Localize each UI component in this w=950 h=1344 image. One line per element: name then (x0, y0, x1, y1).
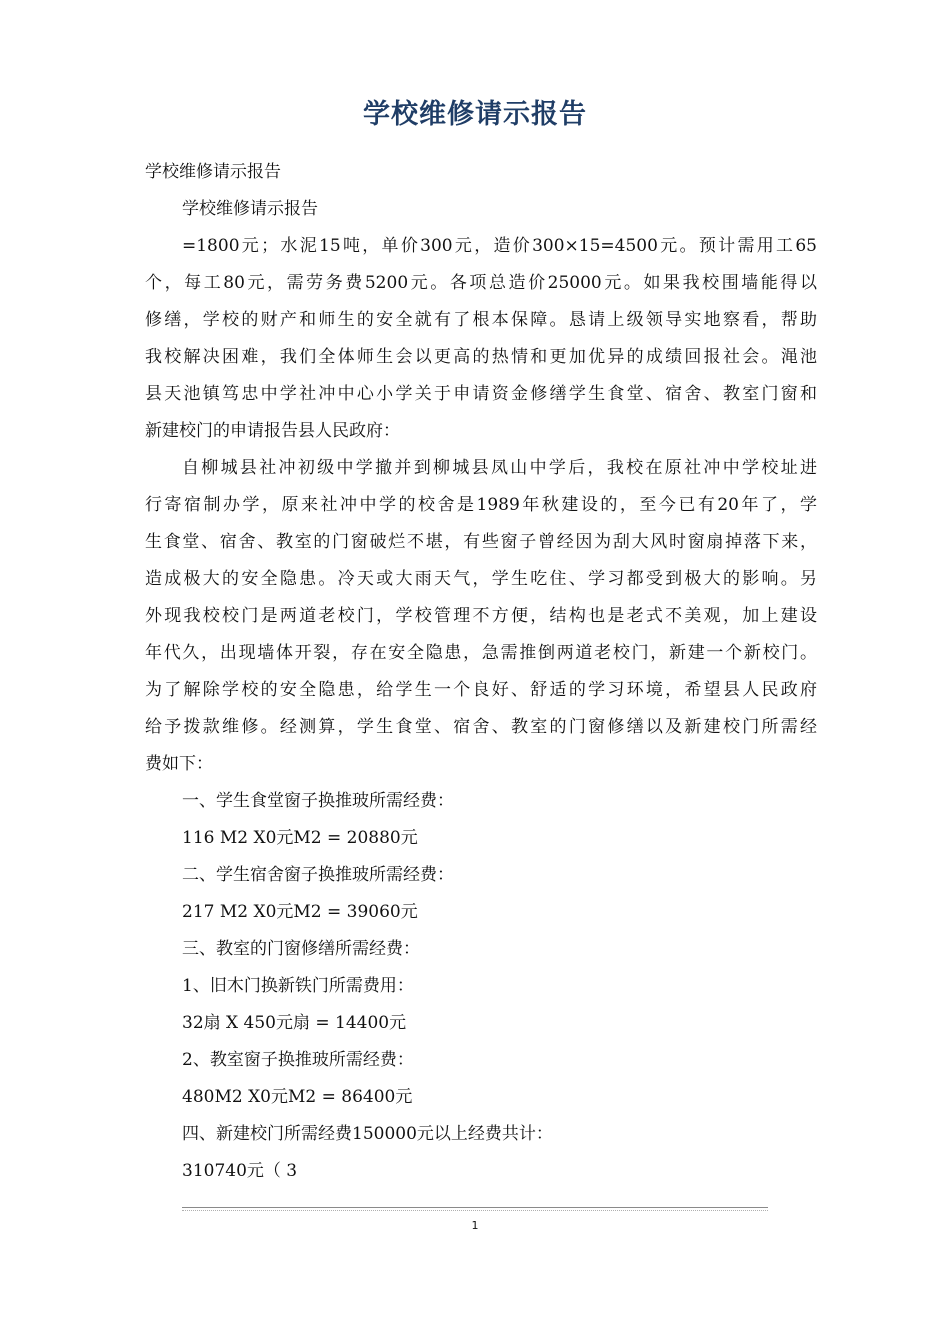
footer-divider-secondary (182, 1210, 768, 1211)
cost-subitem-heading: 2、教室窗子换推玻所需经费： (182, 1050, 414, 1070)
document-body (145, 154, 817, 1190)
cost-item-heading: 二、学生宿舍窗子换推玻所需经费： (182, 865, 454, 885)
cost-item-formula: 480M2 X0元M2 = 86400元 (182, 1087, 413, 1107)
body-line-subtitle: 学校维修请示报告 (145, 162, 281, 182)
paragraph-line: =1800元；水泥15吨，单价300元，造价300×15=4500元。预计需用工65 (182, 236, 817, 256)
cost-total-line: 310740元（ 3 (182, 1161, 298, 1181)
cost-item-heading: 四、新建校门所需经费150000元以上经费共计： (182, 1124, 553, 1144)
paragraph-line: 新建校门的申请报告县人民政府： (145, 421, 400, 441)
paragraph-line: 个，每工80元，需劳务费5200元。各项总造价25000元。如果我校围墙能得以 (145, 273, 817, 293)
cost-item-formula: 116 M2 X0元M2 = 20880元 (182, 828, 418, 848)
paragraph-line: 年代久，出现墙体开裂，存在安全隐患，急需推倒两道老校门，新建一个新校门。 (145, 643, 817, 663)
document-title: 学校维修请示报告 (363, 99, 587, 130)
paragraph-line: 造成极大的安全隐患。冷天或大雨天气，学生吃住、学习都受到极大的影响。另 (145, 569, 817, 589)
body-line-subtitle-indented: 学校维修请示报告 (182, 199, 318, 219)
paragraph-line: 自柳城县社冲初级中学撤并到柳城县凤山中学后，我校在原社冲中学校址进 (182, 458, 817, 478)
cost-subitem-heading: 1、旧木门换新铁门所需费用： (182, 976, 414, 996)
paragraph-line: 县天池镇笃忠中学社冲中心小学关于申请资金修缮学生食堂、宿舍、教室门窗和 (145, 384, 817, 404)
paragraph-line: 费如下： (145, 754, 213, 774)
footer-divider (182, 1207, 768, 1208)
paragraph-line: 外现我校校门是两道老校门，学校管理不方便，结构也是老式不美观，加上建设 (145, 606, 817, 626)
cost-item-heading: 一、学生食堂窗子换推玻所需经费： (182, 791, 454, 811)
paragraph-line: 为了解除学校的安全隐患，给学生一个良好、舒适的学习环境，希望县人民政府 (145, 680, 817, 700)
paragraph-line: 我校解决困难，我们全体师生会以更高的热情和更加优异的成绩回报社会。渑池 (145, 347, 817, 367)
paragraph-line: 修缮，学校的财产和师生的安全就有了根本保障。恳请上级领导实地察看，帮助 (145, 310, 817, 330)
page-number: 1 (471, 1219, 479, 1232)
cost-item-formula: 32扇 X 450元扇 = 14400元 (182, 1013, 407, 1033)
cost-item-formula: 217 M2 X0元M2 = 39060元 (182, 902, 418, 922)
cost-item-heading: 三、教室的门窗修缮所需经费： (182, 939, 420, 959)
paragraph-line: 行寄宿制办学，原来社冲中学的校舍是1989年秋建设的，至今已有20年了，学 (145, 495, 817, 515)
paragraph-line: 生食堂、宿舍、教室的门窗破烂不堪，有些窗子曾经因为刮大风时窗扇掉落下来， (145, 532, 817, 552)
paragraph-line: 给予拨款维修。经测算，学生食堂、宿舍、教室的门窗修缮以及新建校门所需经 (145, 717, 817, 737)
